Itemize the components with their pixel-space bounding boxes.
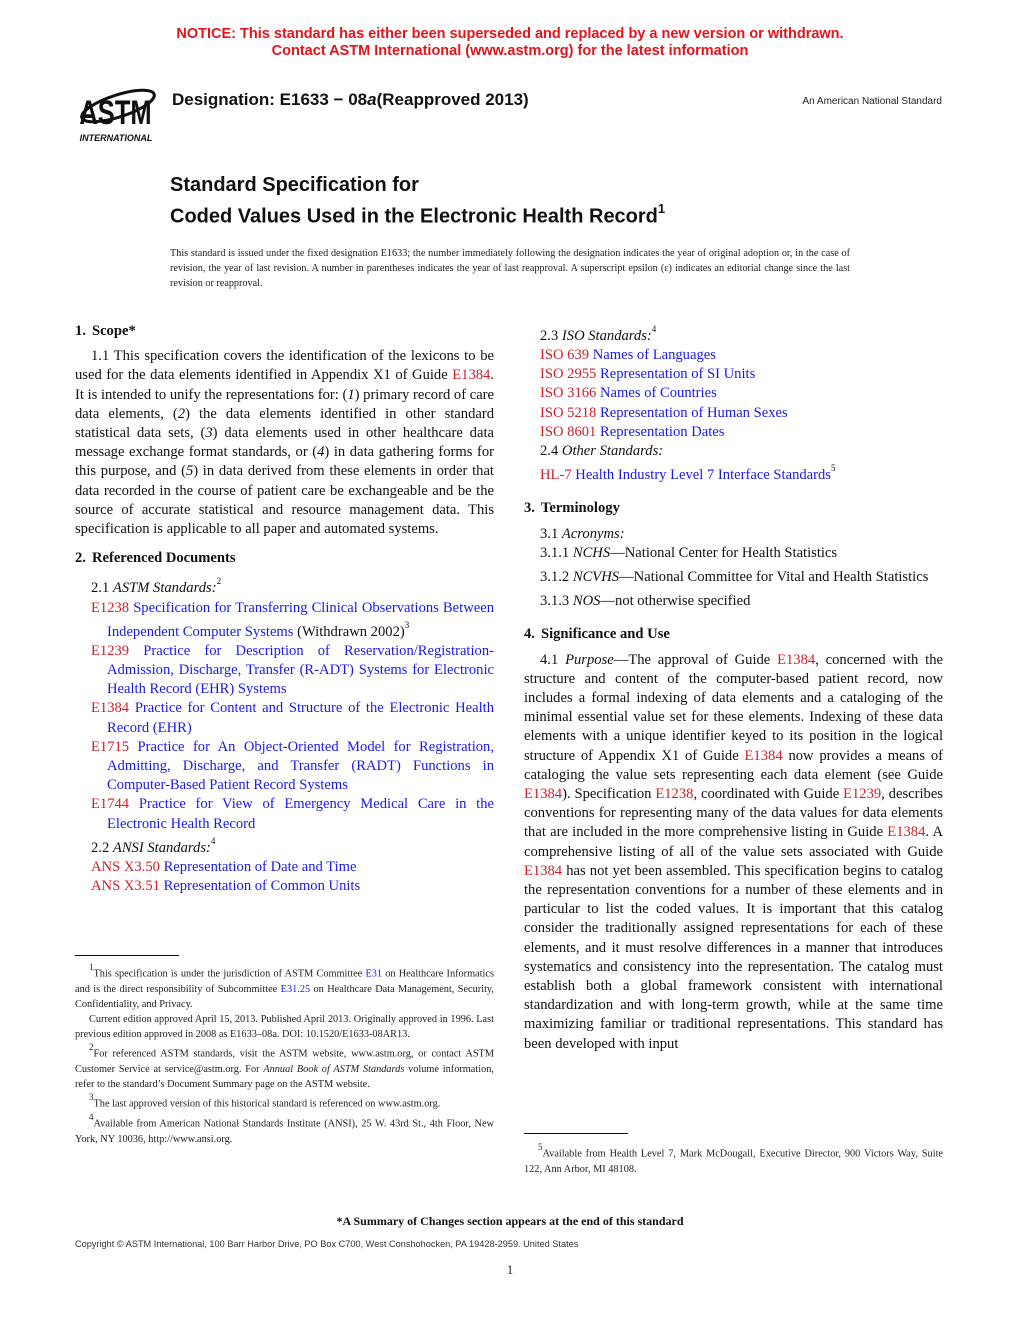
ref-title: Representation of Common Units [163,878,361,895]
title-line-1: Standard Specification for [170,174,419,196]
footnotes-left [75,962,494,1147]
ref-code: ISO 8601 [540,423,597,440]
ref-item-e1384[interactable] [75,699,494,737]
ref-link-e1384[interactable]: E1384 [452,367,491,384]
term-nos: 3.1.3 NOS—not otherwise specified [540,593,751,610]
ref-item-iso-5218[interactable] [524,404,943,423]
ref-link-e1384[interactable]: E1384 [887,824,926,841]
ref-code: E1744 [91,796,130,813]
designation [172,90,529,110]
ref-item-e1239[interactable] [75,642,494,700]
ref-link-e1384[interactable]: E1384 [524,785,563,802]
ref-title: Practice for Content and Structure of the Electronic Health Record (EHR) [107,700,494,736]
ref-link-e1384[interactable]: E1384 [744,747,783,764]
footnote-link-4b[interactable]: 4 [651,324,657,334]
footnote-divider-left [75,955,179,956]
footnote-divider-right [524,1133,628,1134]
footnote-4: $^4$Available from American National Standards Institute (ANSI), 25 W. 43rd St., 4th Floor, New York, NY 10036, http://www.ansi.org. [75,1112,494,1145]
ref-item-iso-3166[interactable] [524,384,943,403]
ref-title: Representation of SI Units [600,366,756,383]
notice-line-1: NOTICE: This standard has either been superseded and replaced by a new version or withdrawn. [176,26,844,42]
designation-intro: This standard is issued under the fixed designation E1633; the number immediately following the designation indicates the year of original adoption or, in the case of revision, the year of last revision. A number in parentheses indicates the year of last reapproval. A superscript epsilon (ε) indicates an editorial change since the last revision or reapproval. [170,248,850,289]
footnote-5: $^5$Available from Health Level 7, Mark McDougall, Executive Director, 900 Victors Way, Suite 122, Ann Arbor, MI 48108. [524,1142,943,1175]
footnote-link-4[interactable]: 4 [210,835,216,846]
ref-code: E1715 [91,738,130,755]
term-nchs: 3.1.1 NCHS—National Center for Health Statistics [540,544,838,561]
footnote-link-5[interactable]: 5 [830,463,836,474]
ref-item-iso-8601[interactable] [524,423,943,442]
notice-line-2: Contact ASTM International (www.astm.org) for the latest information [271,43,749,59]
ref-code: ISO 5218 [540,404,597,421]
title-line-2 [170,198,665,230]
section-2-heading: 2. Referenced Documents [75,550,236,567]
title-text: Coded Values Used in the Electronic Health Record [170,205,658,228]
ref-title: Representation Dates [600,423,725,440]
svg-text:ASTM: ASTM [79,94,152,132]
section-4-heading: 4. Significance and Use [524,626,670,643]
ref-title: Specification for Transferring Clinical Observations Between Independent Computer Systems [107,599,494,640]
ref-code: ISO 3166 [540,385,597,402]
ref-item-iso-639[interactable] [524,346,943,365]
iso-standards-label: 2.3 ISO Standards:$^4$ [540,324,657,344]
ansi-standards-label: 2.2 ANSI Standards:$^4$ [91,835,216,856]
ref-code: E1384 [91,700,130,717]
footnote-3: $^3$The last approved version of this historical standard is referenced on www.astm.org. [89,1092,441,1110]
scope-paragraph: 1.1 This specification covers the identification of the lexicons to be used for the data elements identified in Appendix X1 of Guide E1384. It is intended to unify the representations for: (1) primary record of care data elements, (2) the data elements identified in other standard statistical data sets, (3) data elements used in other healthcare data message exchange format standards, or (4) in data gathering forms for this purpose, and (5) in data derived from these elements in order that data recorded in the course of patient care be exchangeable and be the source of accurate statistical and resource management data. This specification is applicable to all paper and automated systems. [75,348,495,538]
ref-code: ISO 639 [540,347,590,364]
ref-code: ANS X3.51 [91,878,160,895]
ref-title: Practice for View of Emergency Medical Care in the Electronic Health Record [107,796,494,832]
ref-item-ans-x350[interactable] [75,858,494,877]
ref-code: ANS X3.50 [91,858,160,875]
footnote-link-3[interactable]: 3 [404,619,410,630]
ref-title: Practice for Description of Reservation/Registration-Admission, Discharge, Transfer (R-ADT) Systems for Electronic Health Record (EHR) Systems [107,642,494,698]
ref-title: Names of Countries [600,385,717,402]
copyright-line: Copyright © ASTM International, 100 Barr Harbor Drive, PO Box C700, West Conshohocken, PA 19428-2959. United States [75,1239,579,1249]
purpose-paragraph: 4.1 Purpose—The approval of Guide E1384, concerned with the structure and content of the computer-based patient record, now includes a formal indexing of data elements and a cataloging of the minimal essential value set for these elements. Indexing of these data elements with a unique identifier keyed to its position in the logical structure of Appendix X1 of Guide E1384 now provides a means of cataloging the value sets representing each data element (see Guide E1384). Specification E1238, coordinated with Guide E1239, describes conventions for representing many of the data values for data elements that are included in the more comprehensive listing in Guide E1384. A comprehensive listing of all of the value sets associated with Guide E1384 has not yet been assembled. This specification begins to catalog the representation conventions for a number of these elements and in particular to list the coded values. It is important that this catalog consider the traditionally assigned representations for each of these elements, and it must resolve differences in a manner that introduces systematics and consistency into the representation. The catalog must establish both a global framework consistent with international standardization and with long-term growth, while at the same time maximizing familiar or traditional representations. This standard has been developed with input [524,651,944,1052]
footnote-2: $^2$For referenced ASTM standards, visit the ASTM website, www.astm.org, or contact ASTM Customer Service at service@astm.org. For Annual Book of ASTM Standards volume information, refer to the standard’s Document Summary page on the ASTM website. [75,1042,494,1091]
right-column [524,322,943,1054]
acronyms-label: 3.1 Acronyms: [540,525,625,542]
other-standards-label: 2.4 Other Standards: [540,443,664,460]
ref-item-e1744[interactable] [75,795,494,833]
footnote-1-edition: Current edition approved April 15, 2013. Published April 2013. Originally approved in 1996. Last previous edition approved in 2008 as E1633–08a. DOI: 10.1520/E1633-08AR13. [75,1014,494,1041]
document-title [170,172,665,230]
page-number: 1 [506,1262,514,1277]
term-ncvhs: 3.1.2 NCVHS—National Committee for Vital and Health Statistics [540,568,929,585]
national-standard-label: An American National Standard [802,96,942,107]
ref-item-iso-2955[interactable] [524,365,943,384]
committee-link-e31[interactable]: E31 [365,968,383,980]
ref-title: Names of Languages [592,347,716,364]
designation-reapproved: (Reapproved 2013) [376,90,529,109]
designation-suffix: a [367,90,377,109]
ref-title: Health Industry Level 7 Interface Standards [575,467,831,484]
ref-link-e1384[interactable]: E1384 [524,862,563,879]
withdrawal-notice [0,26,1020,60]
ref-code: HL-7 [540,467,572,484]
ref-link-e1384[interactable]: E1384 [777,651,816,668]
section-3-heading: 3. Terminology [524,500,620,517]
astm-logo-icon [72,76,162,144]
ref-title: Practice for An Object-Oriented Model for Registration, Admitting, Discharge, and Transfer (RADT) Functions in Computer-Based Patient Record Systems [107,738,494,794]
astm-standards-label: 2.1 ASTM Standards:$^2$ [91,576,222,597]
left-column [75,322,494,896]
ref-link-e1239[interactable]: E1239 [843,785,882,802]
astm-logo [72,76,162,144]
footnote-link-2[interactable]: 2 [216,576,222,587]
ref-title: Representation of Date and Time [163,858,357,875]
svg-text:INTERNATIONAL: INTERNATIONAL [79,133,153,143]
ref-title: Representation of Human Sexes [600,404,788,421]
ref-item-hl7[interactable] [524,461,943,485]
ref-link-e1238[interactable]: E1238 [655,785,694,802]
summary-of-changes-note: *A Summary of Changes section appears at the end of this standard [336,1214,684,1228]
footnotes-right [524,1142,943,1177]
subcommittee-link-e3125[interactable]: E31.25 [280,983,311,995]
title-footnote-link[interactable]: 1 [657,201,666,216]
ref-code: E1238 [91,599,130,616]
designation-code: Designation: E1633 − 08 [172,90,368,109]
section-1-heading: 1. Scope* [75,323,136,339]
ref-code: ISO 2955 [540,366,597,383]
ref-item-ans-x351[interactable] [75,877,494,896]
footnote-1: $^1$This specification is under the jurisdiction of ASTM Committee E31 on Healthcare Informatics and is the direct responsibility of Subcommittee E31.25 on Healthcare Data Management, Security, Confidentiality, and Privacy. [75,962,494,1010]
ref-item-e1238[interactable]: E1238 Specification for Transferring Clinical Observations Between Independent Computer Systems (Withdrawn 2002)$^3$ [91,599,494,640]
ref-code: E1239 [91,642,130,659]
ref-item-e1715[interactable] [75,738,494,796]
